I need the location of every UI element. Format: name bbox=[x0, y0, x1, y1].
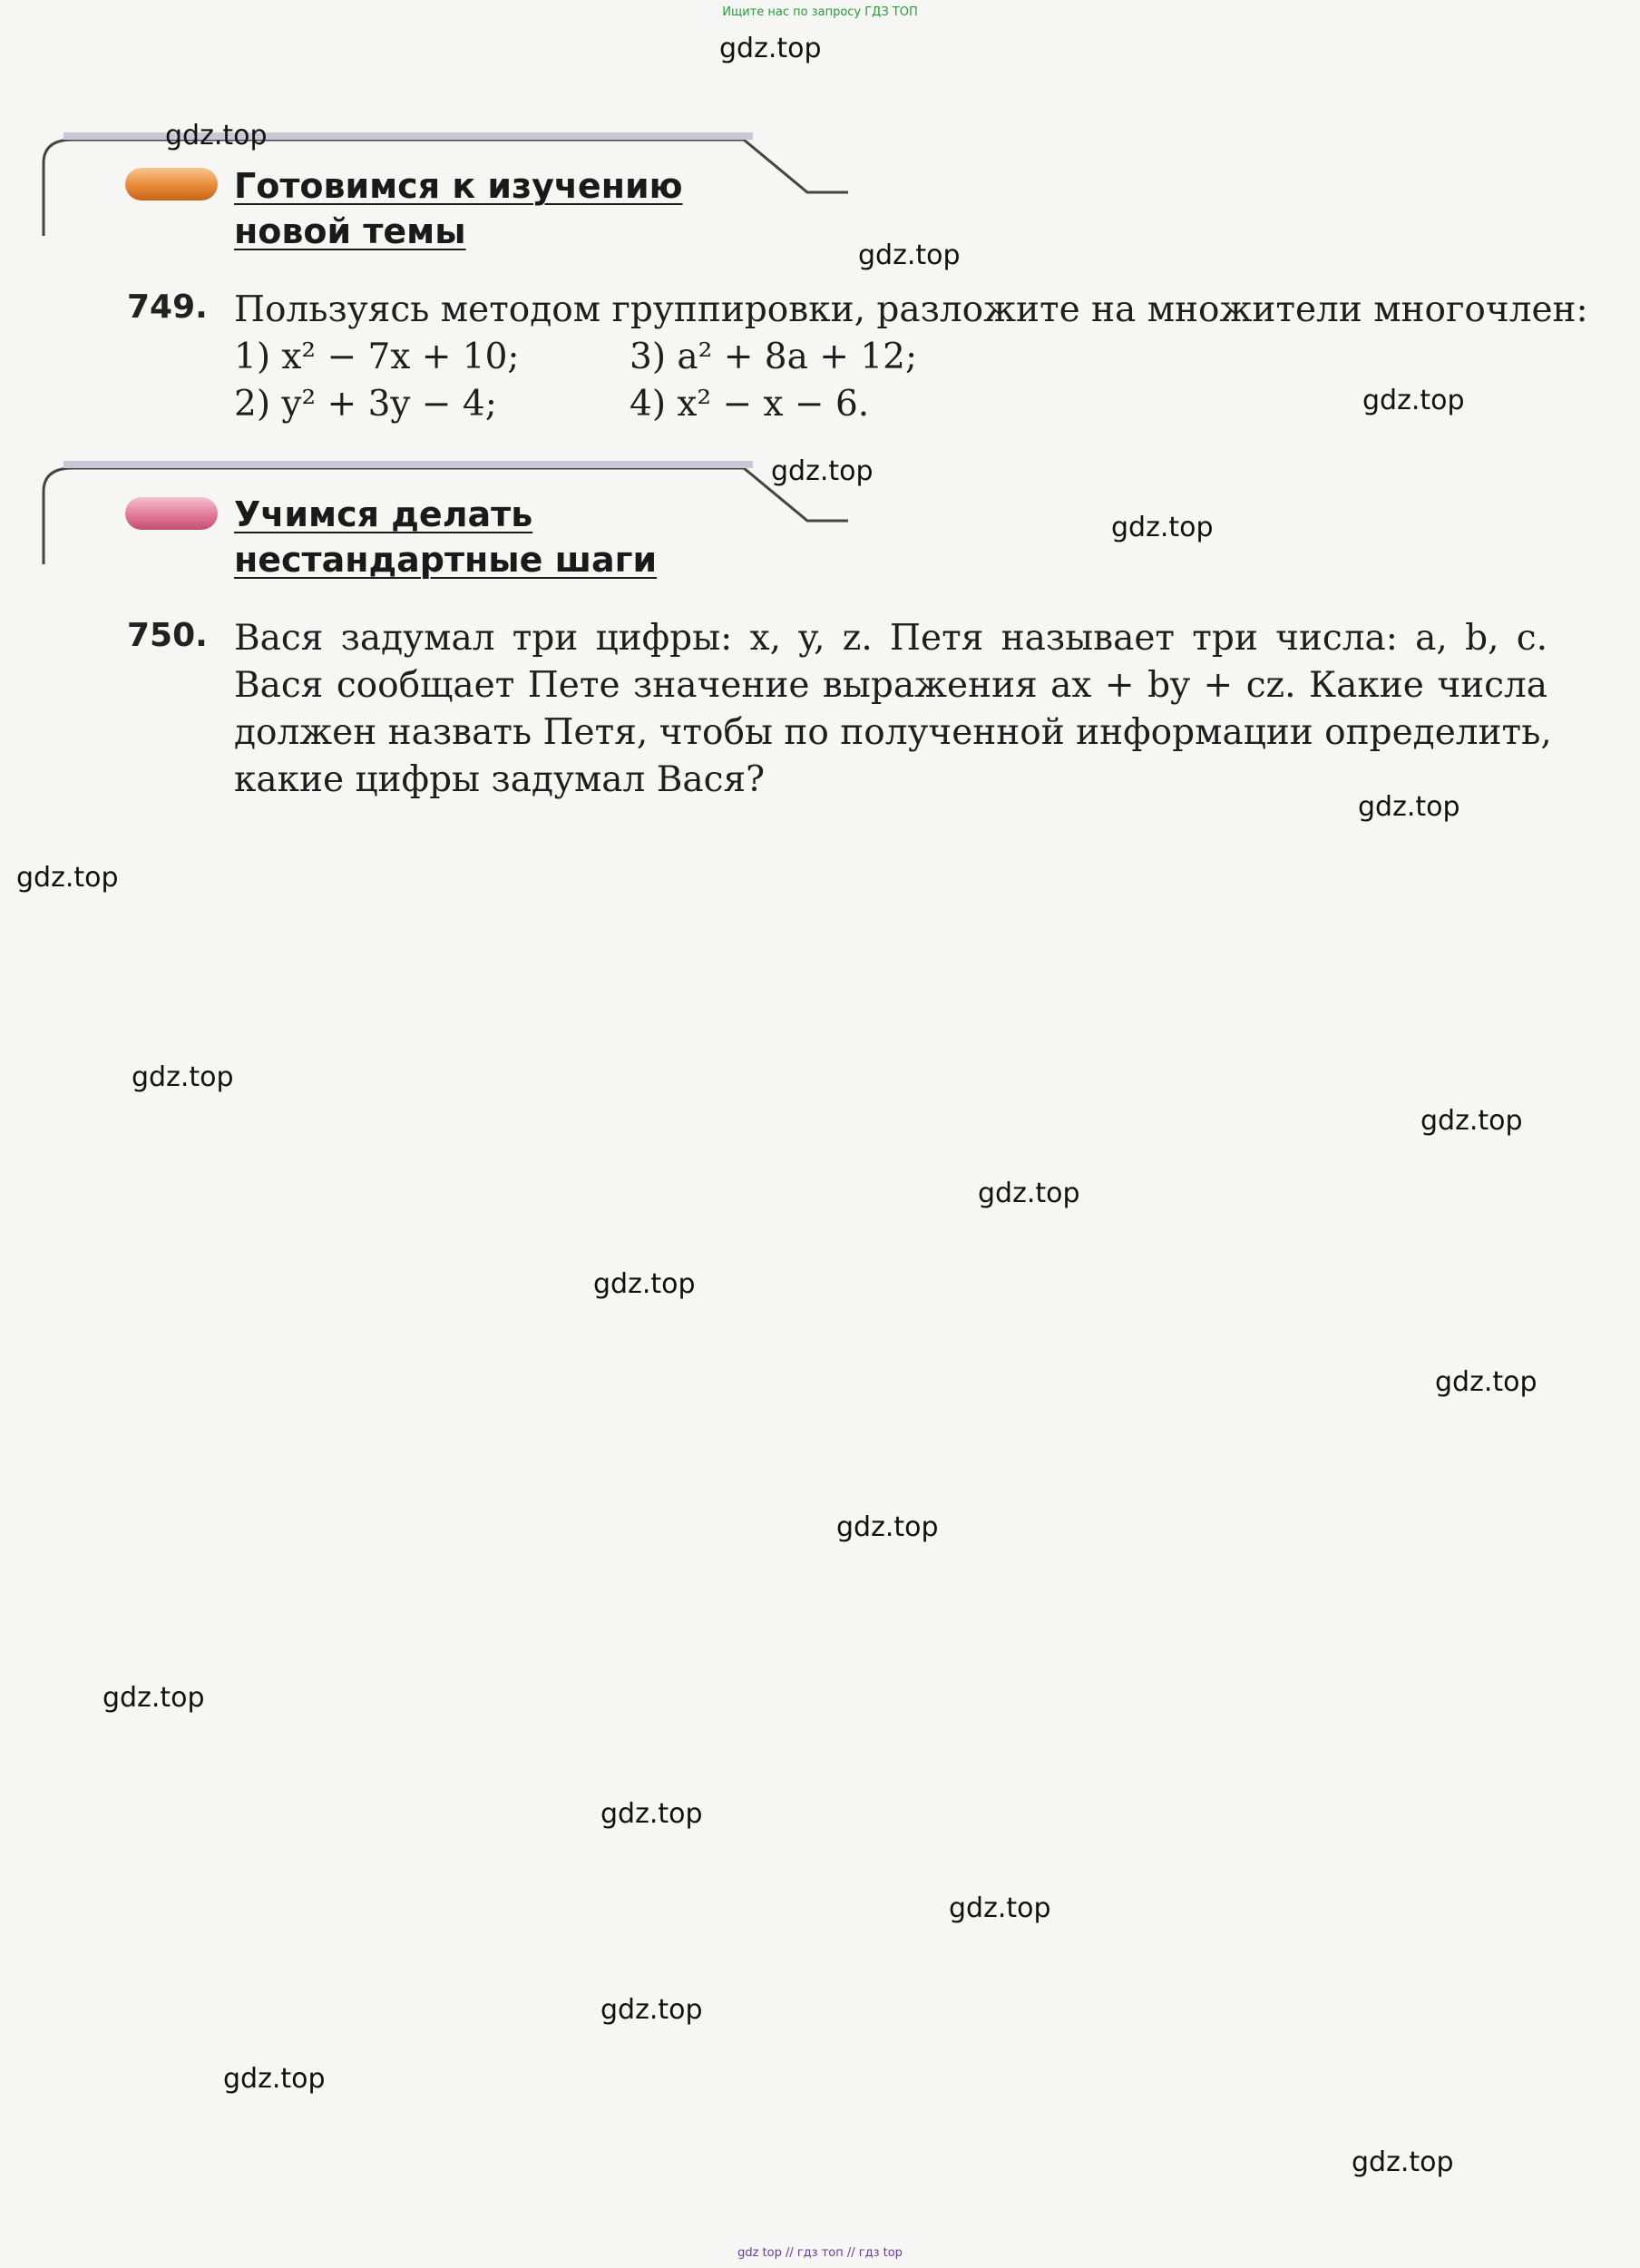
exercise-749-item-1: 1) x² − 7x + 10; bbox=[234, 337, 520, 377]
watermark: gdz.top bbox=[223, 2063, 326, 2095]
section-title-nonstandard bbox=[234, 492, 657, 582]
exercise-749-item-4: 4) x² − x − 6. bbox=[630, 384, 870, 425]
exercise-750-line-2: Вася сообщает Пете значение выражения ax + by + cz. Какие числа bbox=[234, 665, 1547, 706]
watermark: gdz.top bbox=[858, 240, 961, 271]
exercise-number: 750. bbox=[127, 617, 208, 654]
watermark: gdz.top bbox=[771, 455, 874, 487]
section-title-line: нестандартные шаги bbox=[234, 540, 658, 580]
header-note: Ищите нас по запросу ГДЗ ТОП bbox=[722, 5, 918, 19]
section-title-line: Учимся делать bbox=[234, 494, 533, 534]
watermark: gdz.top bbox=[600, 1994, 703, 2026]
watermark: gdz.top bbox=[1420, 1105, 1523, 1137]
section-title-line: Готовимся к изучению bbox=[234, 166, 683, 206]
watermark: gdz.top bbox=[16, 862, 119, 894]
section-title-line: новой темы bbox=[234, 211, 466, 251]
exercise-750-line-4: какие цифры задумал Вася? bbox=[234, 759, 765, 800]
watermark: gdz.top bbox=[102, 1682, 205, 1714]
exercise-750-line-3: должен назвать Петя, чтобы по полученной информации определить, bbox=[234, 712, 1552, 753]
watermark: gdz.top bbox=[165, 120, 268, 152]
watermark: gdz.top bbox=[978, 1178, 1080, 1209]
section-title-preparing bbox=[234, 163, 683, 254]
watermark: gdz.top bbox=[836, 1511, 939, 1543]
exercise-750-line-1: Вася задумал три цифры: x, y, z. Петя называет три числа: a, b, c. bbox=[234, 618, 1547, 659]
watermark: gdz.top bbox=[1362, 385, 1465, 416]
watermark: gdz.top bbox=[719, 33, 822, 64]
watermark: gdz.top bbox=[949, 1892, 1051, 1924]
footer-note: gdz top // гдз топ // гдз top bbox=[737, 2246, 903, 2260]
exercise-749-prompt: Пользуясь методом группировки, разложите на множители многочлен: bbox=[234, 289, 1588, 330]
watermark: gdz.top bbox=[600, 1798, 703, 1830]
watermark: gdz.top bbox=[1111, 512, 1214, 543]
watermark: gdz.top bbox=[1358, 791, 1460, 823]
exercise-number: 749. bbox=[127, 288, 208, 326]
watermark: gdz.top bbox=[1352, 2146, 1454, 2178]
watermark: gdz.top bbox=[593, 1268, 696, 1300]
exercise-749-item-3: 3) a² + 8a + 12; bbox=[630, 337, 918, 377]
section-pill-pink bbox=[125, 497, 218, 530]
watermark: gdz.top bbox=[1435, 1366, 1538, 1398]
watermark: gdz.top bbox=[132, 1061, 234, 1093]
section-pill-orange bbox=[125, 168, 218, 200]
exercise-749-item-2: 2) y² + 3y − 4; bbox=[234, 384, 497, 425]
